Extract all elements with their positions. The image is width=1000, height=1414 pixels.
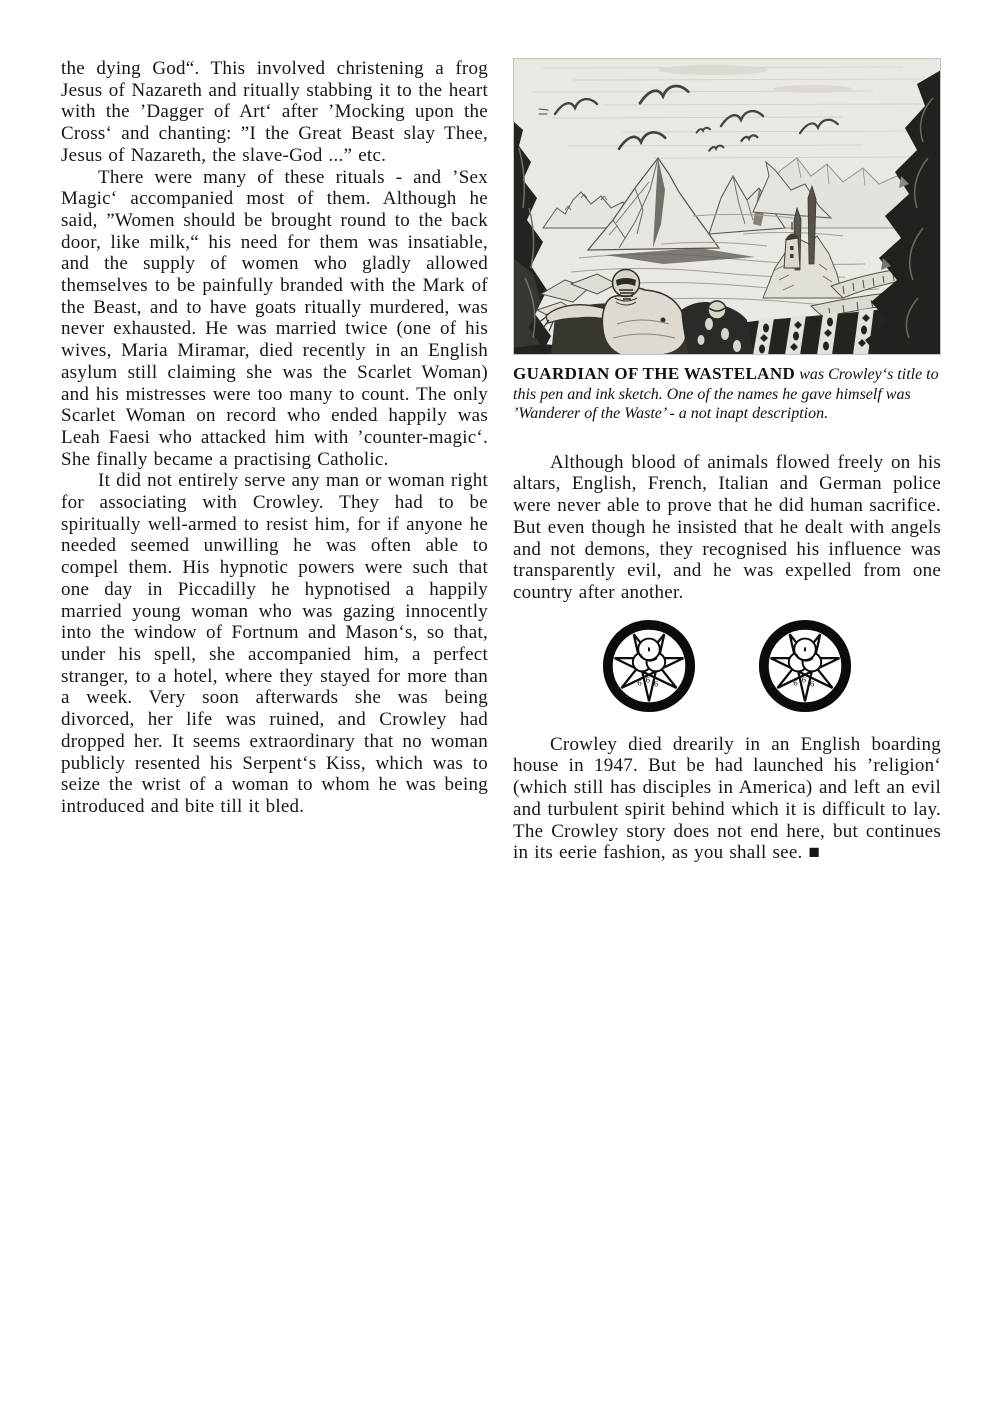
figure (513, 58, 941, 424)
paragraph: the dying God“. This involved christening a frog Jesus of Nazareth and ritually stabbing it to the heart with the ’Dagger of Art‘ after ’Mocking upon the Cross‘ and chanting: ”I the Great Beast slay Thee, Jesus of Nazareth, the slave-God ...” etc. (61, 58, 488, 166)
paragraph-text: Crowley died drearily in an English boarding house in 1947. But be had launched his ’religion‘ (which still has disciples in America) and left an evil and turbulent spirit behind which it is difficult to lay. The Crowley story does not end here, but continues in its eerie fashion, as you shall see. (513, 733, 941, 864)
sky-smudge (773, 85, 853, 93)
right-text-column (513, 58, 941, 864)
caption-lead: GUARDIAN OF THE WASTELAND (513, 364, 796, 383)
paragraph: It did not entirely serve any man or woman right for associating with Crowley. They had to be spiritually well-armed to resist him, for if anyone he needed seemed unwilling he was often able to compel them. His hypnotic powers were such that one day in Piccadilly he hypnotised a happily married young woman who was gazing innocently into the window of Fortnum and Mason‘s, so that, under his spell, she accompanied him, a perfect stranger, to a hotel, where they stayed for more than a week. Very soon afterwards she was being divorced, her life was ruined, and Crowley had dropped her. It seems extraordinary that no woman publicly resented his Serpent‘s Kiss, which was to seize the wrist of a woman to whom he was being introduced and bite till it bled. (61, 470, 488, 817)
mark-of-the-beast-seal (756, 617, 854, 715)
paragraph: Although blood of animals flowed freely on his altars, English, French, Italian and German police were never able to prove that he did human sacrifice. But even though he insisted that he dealt with angels and not demons, they recognised his influence was transparently evil, and he was expelled from one country after another. (513, 451, 941, 603)
mark-of-the-beast-seal (600, 617, 698, 715)
seal-digit: 6 (809, 678, 815, 689)
caption-text: was Crowley‘s title to this pen and ink sketch. One of the names he gave himself was ’Wanderer of the Waste’ - a not inapt description. (513, 366, 939, 423)
end-of-article-mark: ■ (808, 842, 821, 864)
seal-digit: 6 (801, 674, 806, 685)
sky-smudge (658, 65, 768, 75)
seal-digit: 6 (653, 678, 659, 689)
paragraph: There were many of these rituals - and ’Sex Magic‘ accompanied most of them. Although he said, ”Women should be brought round to the back door, like milk,“ his need for them was insatiable, and the supply of women who gladly allowed themselves to be painfully branded with the Mark of the Beast, and to have goats ritually murdered, was never exhausted. He was married twice (one of his wives, Maria Miramar, died recently in an English asylum still claiming she was the Scarlet Woman) and his mistresses were too many to count. The only Scarlet Woman on record who ended happily was Leah Faesi who attacked him with ’counter-magic‘. She finally became a practising Catholic. (61, 166, 488, 470)
seal-digit: 6 (637, 677, 642, 688)
paragraph (513, 734, 941, 864)
seal-digit: 6 (793, 677, 798, 688)
wasteland-sketch-illustration (513, 58, 941, 355)
seal-digit: 6 (645, 674, 650, 685)
left-text-column (61, 58, 488, 818)
seal-row (513, 617, 941, 715)
figure-caption (513, 364, 941, 424)
